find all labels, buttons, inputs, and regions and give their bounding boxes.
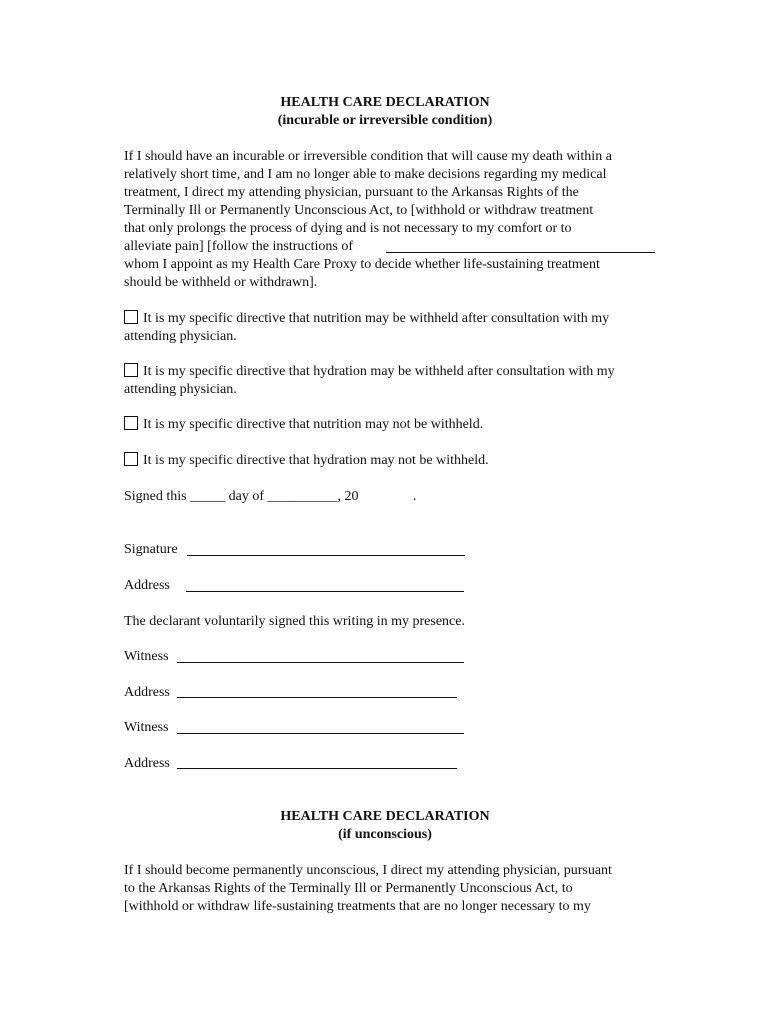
body-line: relatively short time, and I am no longer able to make decisions regarding my medical — [124, 167, 607, 182]
directive-text: It is my specific directive that hydration may not be withheld. — [143, 453, 489, 468]
declarant-statement: The declarant voluntarily signed this writing in my presence. — [124, 614, 465, 629]
witness-1-field[interactable] — [177, 662, 464, 663]
nutrition-withheld-checkbox[interactable] — [124, 310, 138, 324]
directive-hydration-not-withheld — [124, 452, 489, 470]
directive-nutrition-not-withheld — [124, 416, 483, 434]
directive-text: It is my specific directive that nutrition may not be withheld. — [143, 417, 484, 432]
body-line: treatment, I direct my attending physician, pursuant to the Arkansas Rights of the — [124, 185, 579, 200]
proxy-name-field[interactable] — [386, 252, 655, 253]
declarant-address-field[interactable] — [186, 591, 464, 592]
body-line: should be withheld or withdrawn]. — [124, 275, 318, 290]
signature-label: Signature — [124, 542, 178, 557]
directive-text: It is my specific directive that hydration may be withheld after consultation with my — [143, 364, 615, 379]
section2-title: HEALTH CARE DECLARATION — [280, 809, 490, 824]
address-label: Address — [124, 578, 170, 593]
directive-nutrition-withheld — [124, 310, 609, 328]
signed-date-line[interactable]: Signed this _____ day of __________, 20 — [124, 489, 359, 504]
body-line: whom I appoint as my Health Care Proxy to decide whether life-sustaining treatment — [124, 257, 600, 272]
nutrition-not-withheld-checkbox[interactable] — [124, 416, 138, 430]
body-line: [withhold or withdraw life-sustaining treatments that are no longer necessary to my — [124, 899, 591, 914]
hydration-withheld-checkbox[interactable] — [124, 363, 138, 377]
witness-2-address-field[interactable] — [177, 768, 457, 769]
section1-title: HEALTH CARE DECLARATION — [280, 95, 490, 110]
signature-field[interactable] — [187, 555, 465, 556]
signed-date-dot: . — [413, 489, 417, 504]
witness-label: Witness — [124, 649, 169, 664]
directive-text-cont: attending physician. — [124, 382, 237, 397]
directive-hydration-withheld — [124, 363, 615, 381]
directive-text-cont: attending physician. — [124, 329, 237, 344]
address-label: Address — [124, 685, 170, 700]
body-line: If I should become permanently unconscious, I direct my attending physician, pursuant — [124, 863, 612, 878]
body-line: alleviate pain] [follow the instructions of — [124, 239, 353, 254]
witness-label: Witness — [124, 720, 169, 735]
section1-subtitle: (incurable or irreversible condition) — [277, 113, 493, 128]
section2-subtitle: (if unconscious) — [338, 827, 432, 842]
body-line: to the Arkansas Rights of the Terminally Ill or Permanently Unconscious Act, to — [124, 881, 573, 896]
body-line: Terminally Ill or Permanently Unconscious Act, to [withhold or withdraw treatment — [124, 203, 594, 218]
hydration-not-withheld-checkbox[interactable] — [124, 452, 138, 466]
body-line: If I should have an incurable or irreversible condition that will cause my death within a — [124, 149, 612, 164]
body-line: that only prolongs the process of dying and is not necessary to my comfort or to — [124, 221, 572, 236]
witness-1-address-field[interactable] — [177, 697, 457, 698]
witness-2-field[interactable] — [177, 733, 464, 734]
address-label: Address — [124, 756, 170, 771]
directive-text: It is my specific directive that nutrition may be withheld after consultation with my — [143, 311, 610, 326]
